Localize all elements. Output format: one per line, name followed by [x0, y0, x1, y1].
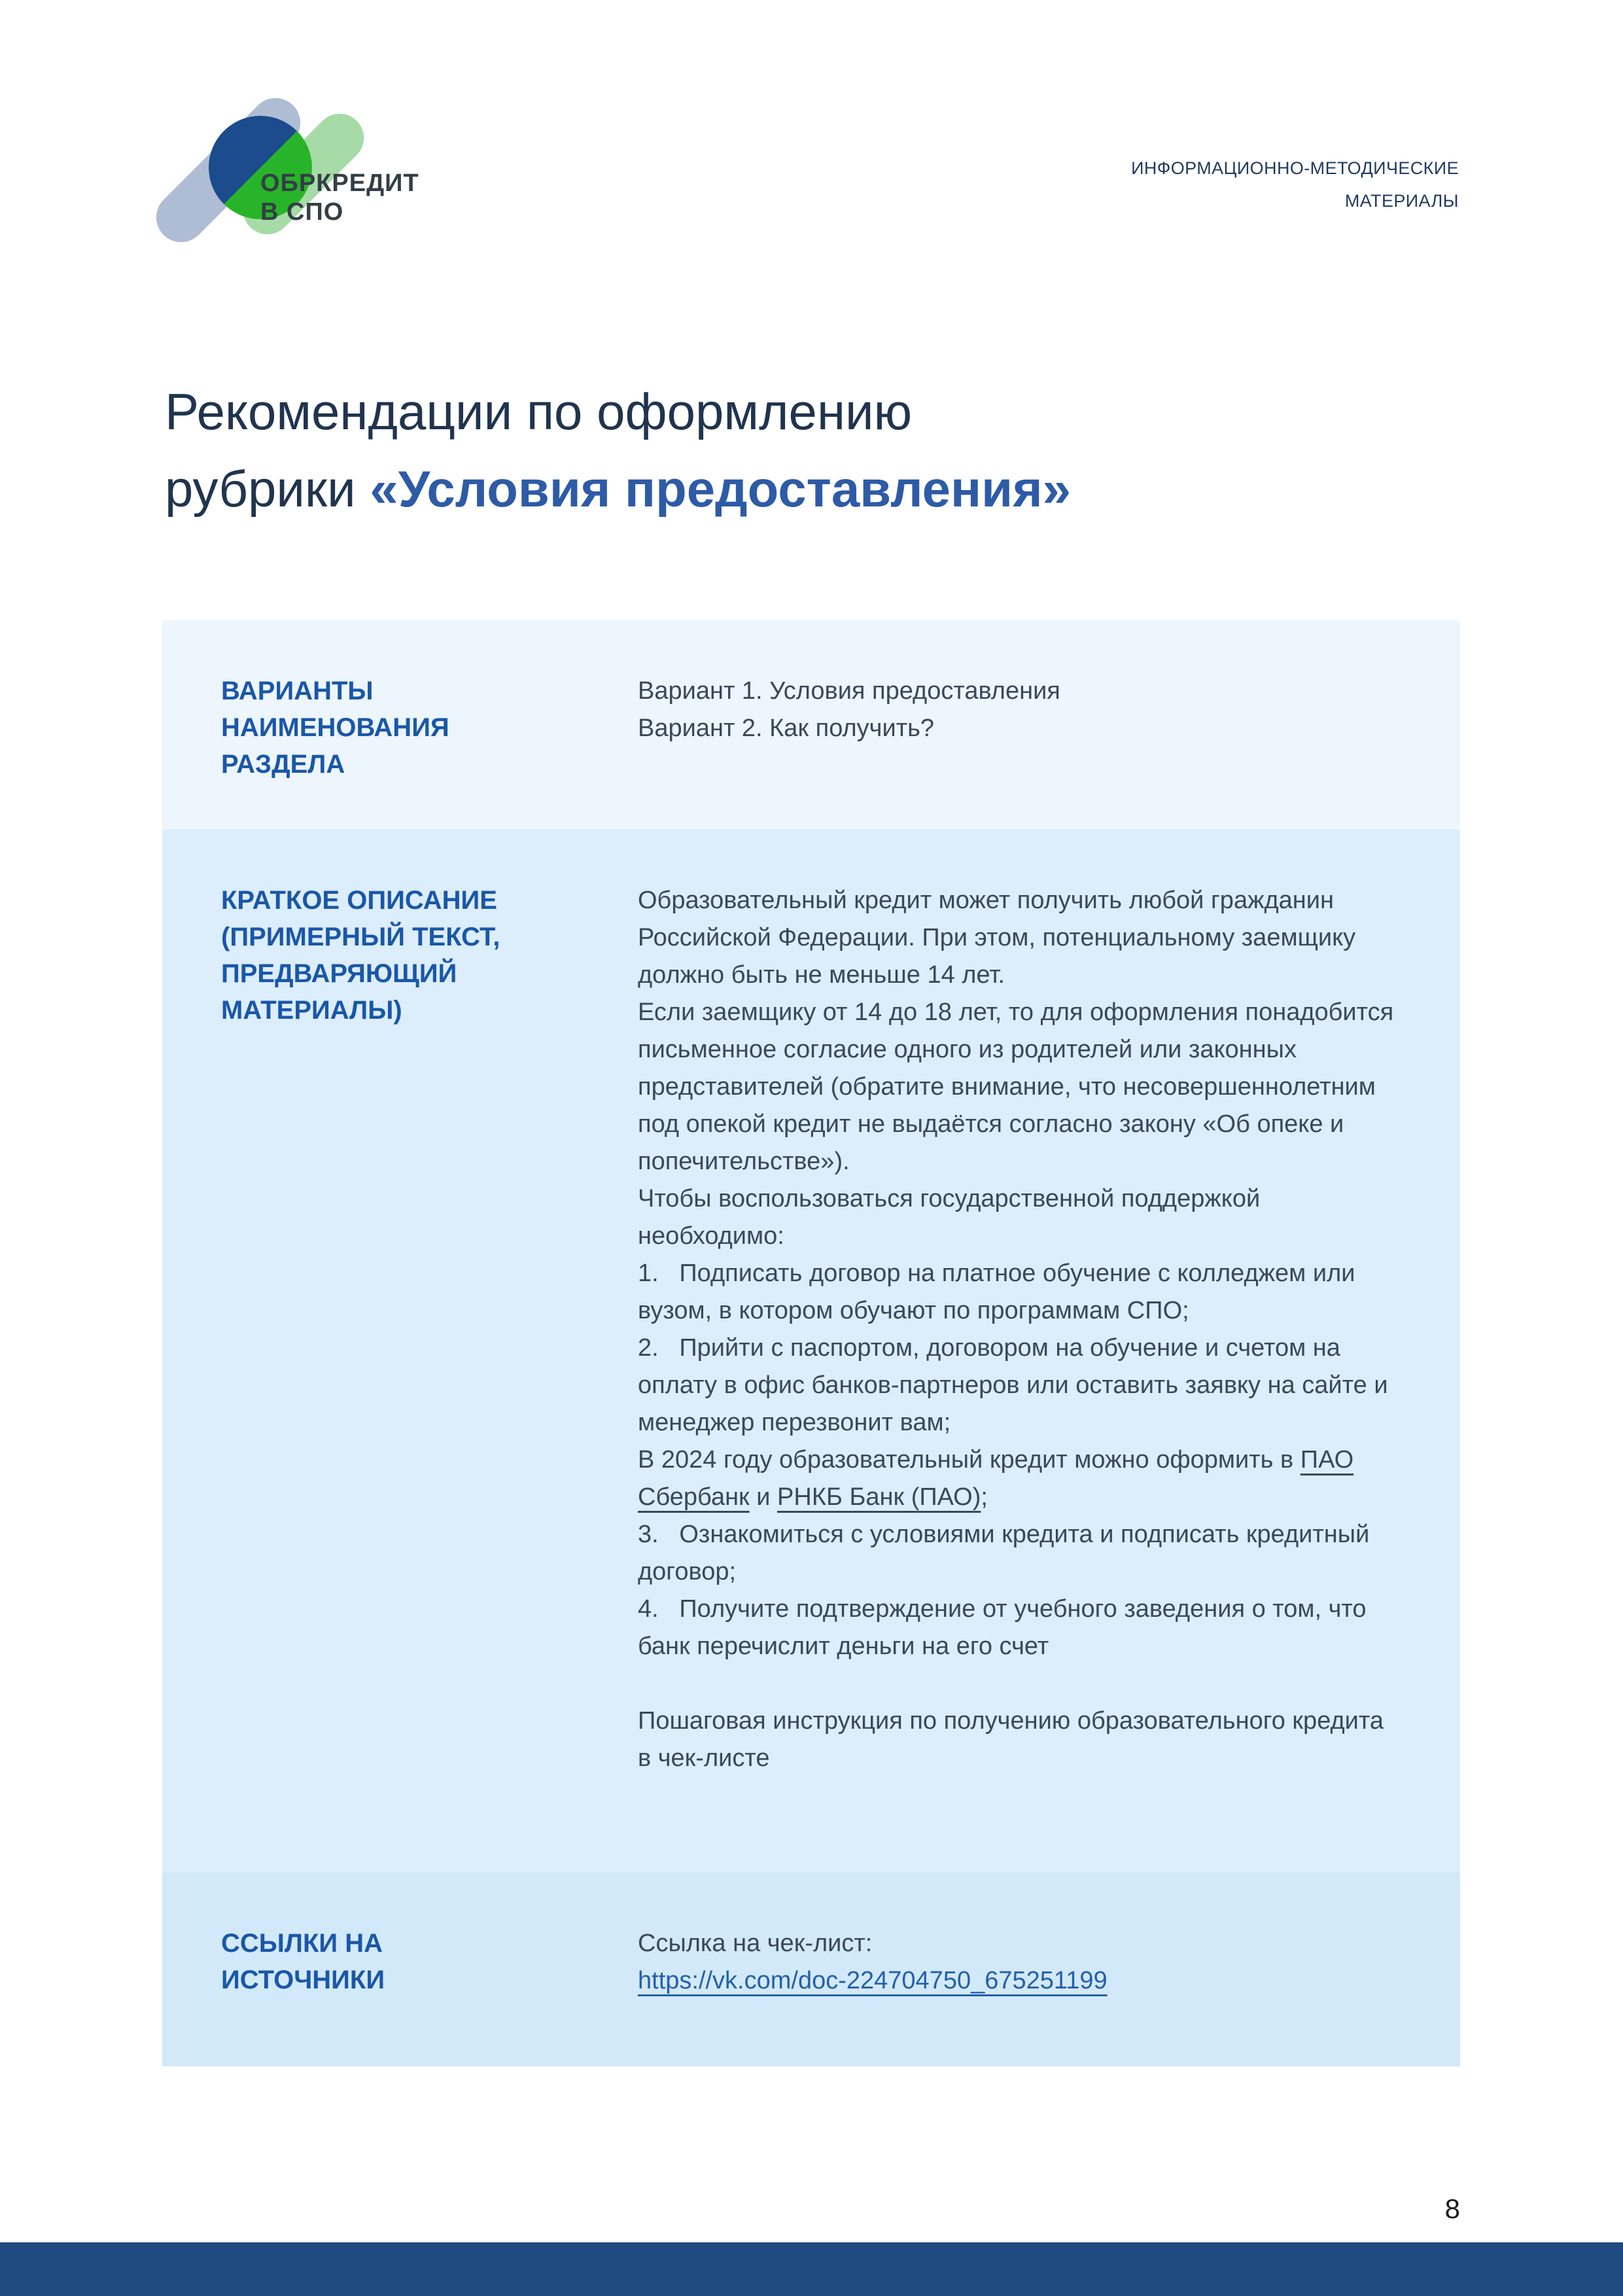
- page-title-line2: рубрики: [165, 460, 370, 518]
- description-paragraph: [638, 1441, 1397, 1516]
- checklist-link-intro: Ссылка на чек-лист:: [638, 1930, 873, 1957]
- description-text: 1. Подписать договор на платное обучение с колледжем или вузом, в котором обучают по программам СПО;: [638, 1260, 1355, 1324]
- label-line: (ПРИМЕРНЫЙ ТЕКСТ,: [221, 923, 500, 951]
- label-line: КРАТКОЕ ОПИСАНИЕ: [221, 886, 497, 915]
- description-paragraph: [638, 1516, 1397, 1591]
- row-content-sources: [638, 1873, 1433, 2066]
- page-title: [165, 373, 1486, 527]
- description-paragraph: [638, 1330, 1397, 1441]
- logo-text: [260, 169, 419, 226]
- description-text: 3. Ознакомиться с условиями кредита и подписать кредитный договор;: [638, 1521, 1370, 1585]
- description-text: 4. Получите подтверждение от учебного заведения о том, что банк перечислит деньги на его счет: [638, 1595, 1367, 1660]
- page-title-line1: Рекомендации по оформлению: [165, 383, 913, 440]
- logo-text-line2: В СПО: [260, 198, 344, 226]
- table-row-short-description: [162, 830, 1460, 1873]
- description-text: 2. Прийти с паспортом, договором на обучение и счетом на оплату в офис банков-партнеров или оставить заявку на сайте и менеджер перезвонит вам;: [638, 1334, 1388, 1436]
- checklist-link[interactable]: https://vk.com/doc-224704750_675251199: [638, 1967, 1108, 1994]
- description-paragraph: [638, 994, 1397, 1180]
- footer-bar: [0, 2242, 1623, 2296]
- label-line: ССЫЛКИ НА: [221, 1929, 383, 1958]
- description-text: Если заемщику от 14 до 18 лет, то для оформления понадобится письменное согласие одного из родителей или законных представителей (обратите внимание, что несовершеннолетним под опекой кредит не выдаётся согласно закону «Об опеке и попечительстве»).: [638, 998, 1394, 1175]
- description-paragraph: [638, 1255, 1397, 1330]
- row-label-sources: [162, 1873, 638, 2066]
- description-text: и: [749, 1483, 778, 1511]
- description-text: Образовательный кредит может получить любой гражданин Российской Федерации. При этом, потенциальному заемщику должно быть не меньше 14 лет.: [638, 887, 1356, 989]
- row-label-description: [162, 830, 638, 1873]
- label-line: ПРЕДВАРЯЮЩИЙ: [221, 959, 457, 988]
- bank-link[interactable]: ПАО Сбербанк: [638, 1446, 1354, 1511]
- document-type-label: [1131, 152, 1459, 217]
- description-text: [638, 1670, 645, 1697]
- logo-text-line1: ОБРКРЕДИТ: [260, 169, 419, 197]
- document-type-line2: МАТЕРИАЛЫ: [1344, 191, 1459, 211]
- bank-link[interactable]: РНКБ Банк (ПАО): [777, 1483, 981, 1511]
- variant-line-2: Вариант 2. Как получить?: [638, 715, 935, 742]
- info-table: [162, 620, 1460, 2066]
- page-number: 8: [1444, 2193, 1460, 2224]
- label-line: НАИМЕНОВАНИЯ: [221, 713, 449, 742]
- description-paragraph: [638, 1591, 1397, 1665]
- description-text: Пошаговая инструкция по получению образовательного кредита в чек-листе: [638, 1707, 1384, 1772]
- description-paragraph: [638, 1180, 1397, 1255]
- row-content-description: [638, 830, 1433, 1873]
- row-content-variants: [638, 620, 1433, 830]
- document-type-line1: ИНФОРМАЦИОННО-МЕТОДИЧЕСКИЕ: [1131, 158, 1459, 178]
- table-row-sources: [162, 1873, 1460, 2066]
- description-paragraph: [638, 1665, 1397, 1703]
- row-label-variants: [162, 620, 638, 830]
- description-text: В 2024 году образовательный кредит можно оформить в: [638, 1446, 1300, 1474]
- label-line: ИСТОЧНИКИ: [221, 1966, 385, 1994]
- description-paragraph: [638, 1703, 1397, 1777]
- label-line: МАТЕРИАЛЫ): [221, 996, 402, 1025]
- label-line: ВАРИАНТЫ: [221, 677, 374, 705]
- label-line: РАЗДЕЛА: [221, 750, 345, 779]
- table-row-section-name-variants: [162, 620, 1460, 830]
- description-text: ;: [981, 1483, 988, 1511]
- page-title-accent: «Условия предоставления»: [370, 460, 1071, 518]
- description-paragraph: [638, 882, 1397, 994]
- obrkredit-logo: [162, 111, 463, 242]
- variant-line-1: Вариант 1. Условия предоставления: [638, 677, 1060, 705]
- description-text: Чтобы воспользоваться государственной поддержкой необходимо:: [638, 1185, 1261, 1250]
